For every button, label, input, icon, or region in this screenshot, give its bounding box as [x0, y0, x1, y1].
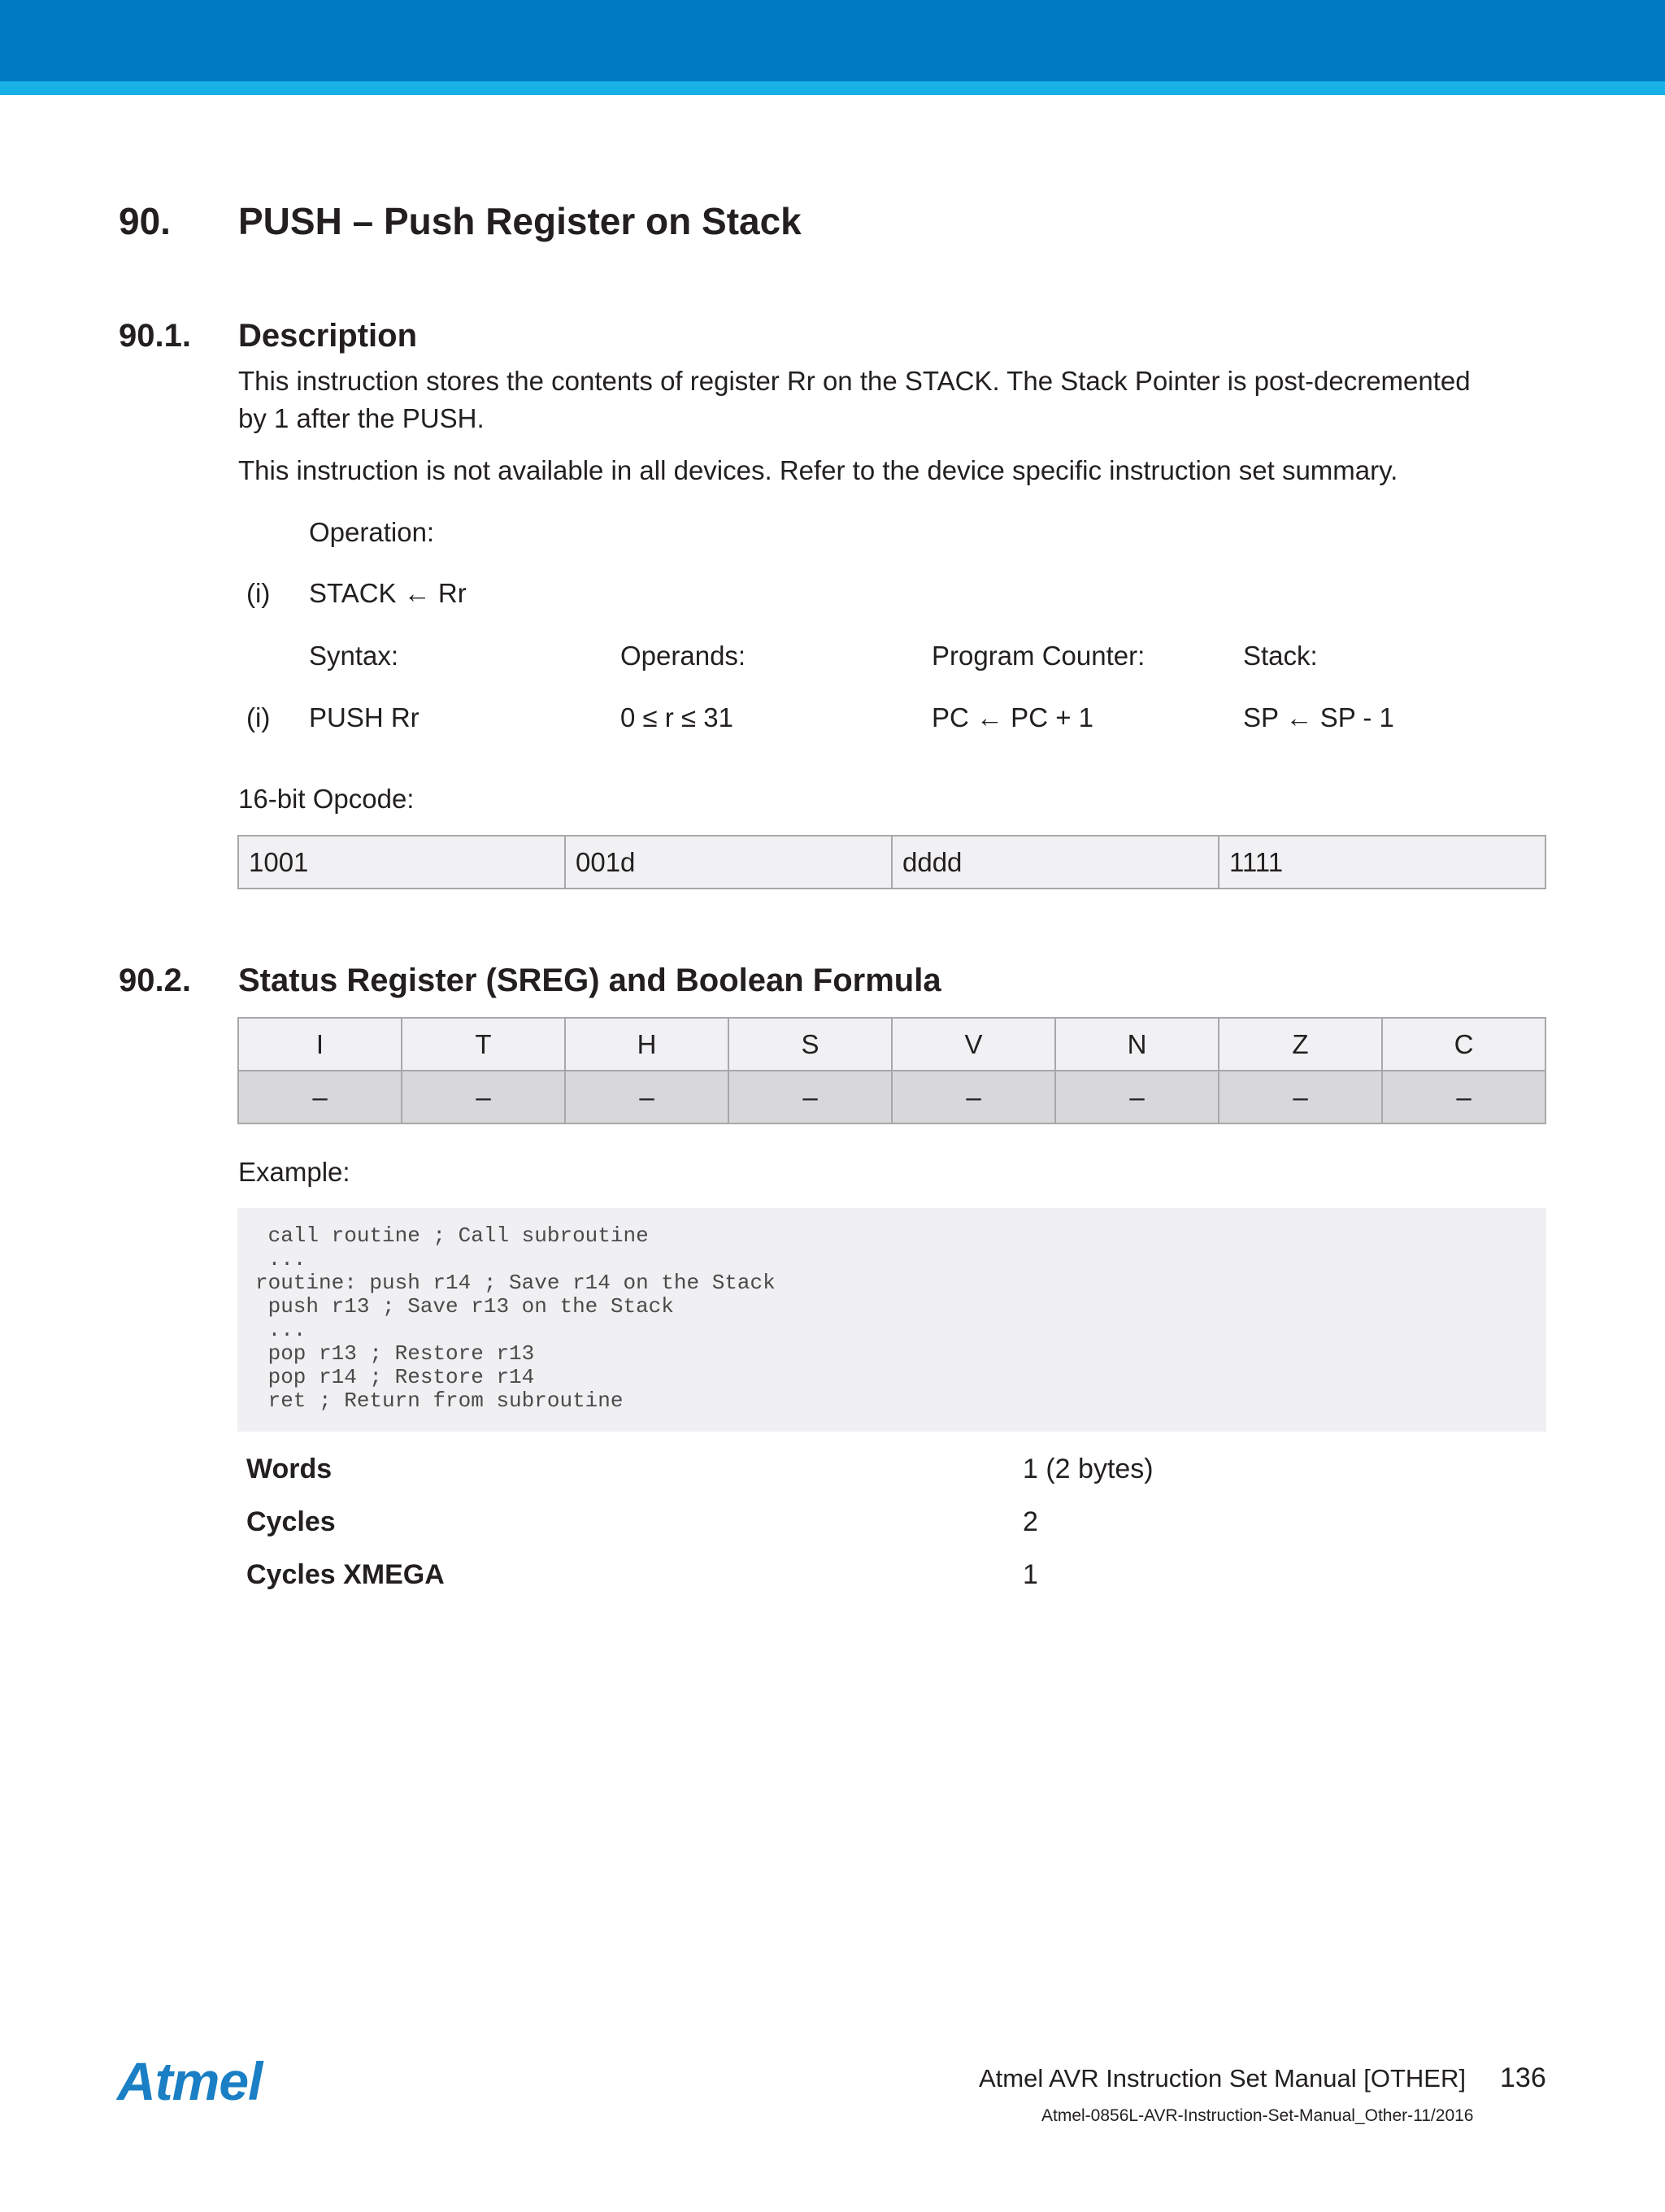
- syntax-label: Syntax:: [309, 641, 399, 671]
- atmel-logo: Atmel: [117, 2051, 263, 2111]
- sreg-flag: C: [1382, 1018, 1545, 1071]
- opcode-cell: 1001: [238, 836, 565, 889]
- sreg-value-row: [238, 1071, 1545, 1123]
- sreg-value: –: [1382, 1071, 1545, 1123]
- sreg-flag: I: [238, 1018, 402, 1071]
- words-label: Words: [246, 1454, 333, 1484]
- syntax-value: PUSH Rr: [309, 702, 420, 732]
- code-line: ...: [255, 1318, 306, 1342]
- code-line: ret ; Return from subroutine: [255, 1388, 624, 1413]
- operands-label: Operands:: [620, 641, 746, 671]
- example-label: Example:: [238, 1157, 350, 1187]
- code-line: pop r14 ; Restore r14: [255, 1365, 535, 1389]
- subsection-heading: Status Register (SREG) and Boolean Formula: [238, 963, 941, 998]
- sreg-flag: H: [565, 1018, 728, 1071]
- opcode-table: [237, 835, 1546, 889]
- operation-label: Operation:: [309, 517, 435, 547]
- sreg-flag-row: [238, 1018, 1545, 1071]
- opcode-cell: 001d: [565, 836, 892, 889]
- cycles-xmega-label: Cycles XMEGA: [246, 1559, 445, 1590]
- description-paragraph: [238, 363, 1547, 437]
- operation-formula: STACK ← Rr: [309, 578, 467, 608]
- sreg-value: –: [1055, 1071, 1219, 1123]
- opcode-row: [238, 836, 1545, 889]
- description-line-1: This instruction stores the contents of register Rr on the STACK. The Stack Pointer is post-decremented: [238, 366, 1471, 396]
- footer-manual-title: Atmel AVR Instruction Set Manual [OTHER]: [979, 2064, 1466, 2092]
- description-line-2: by 1 after the PUSH.: [238, 403, 485, 433]
- sreg-value: –: [892, 1071, 1055, 1123]
- operands-value: 0 ≤ r ≤ 31: [620, 702, 733, 732]
- section-title: PUSH – Push Register on Stack: [238, 200, 802, 242]
- sreg-table: [237, 1017, 1546, 1124]
- cycles-xmega-value: 1: [1023, 1559, 1038, 1590]
- availability-note: This instruction is not available in all devices. Refer to the device specific instruction set summary.: [238, 455, 1398, 485]
- program-counter-value: PC ← PC + 1: [932, 702, 1093, 732]
- code-line: ...: [255, 1247, 306, 1271]
- subsection-number: 90.1.: [119, 318, 191, 354]
- syntax-index: (i): [246, 702, 271, 732]
- opcode-label: 16-bit Opcode:: [238, 784, 415, 814]
- code-line: pop r13 ; Restore r13: [255, 1341, 535, 1366]
- operation-index: (i): [246, 578, 271, 608]
- footer-doc-id: Atmel-0856L-AVR-Instruction-Set-Manual_Other-11/2016: [1041, 2106, 1474, 2125]
- sreg-value: –: [1219, 1071, 1382, 1123]
- sreg-value: –: [728, 1071, 892, 1123]
- stack-label: Stack:: [1243, 641, 1318, 671]
- sreg-value: –: [565, 1071, 728, 1123]
- opcode-cell: 1111: [1219, 836, 1545, 889]
- code-example: [237, 1208, 1546, 1432]
- stack-value: SP ← SP - 1: [1243, 702, 1394, 732]
- sreg-flag: N: [1055, 1018, 1219, 1071]
- sreg-flag: T: [402, 1018, 565, 1071]
- sreg-flag: S: [728, 1018, 892, 1071]
- cycles-label: Cycles: [246, 1506, 336, 1537]
- cycles-value: 2: [1023, 1506, 1038, 1537]
- page-number: 136: [1500, 2062, 1546, 2093]
- header-accent-band: [0, 81, 1665, 95]
- code-line: call routine ; Call subroutine: [255, 1223, 649, 1248]
- program-counter-label: Program Counter:: [932, 641, 1146, 671]
- code-line: routine: push r14 ; Save r14 on the Stack: [255, 1271, 776, 1295]
- sreg-value: –: [402, 1071, 565, 1123]
- section-number: 90.: [119, 200, 171, 242]
- sreg-value: –: [238, 1071, 402, 1123]
- code-line: push r13 ; Save r13 on the Stack: [255, 1294, 674, 1319]
- header-band: [0, 0, 1665, 81]
- words-value: 1 (2 bytes): [1023, 1454, 1154, 1484]
- sreg-flag: Z: [1219, 1018, 1382, 1071]
- subsection-heading: Description: [238, 318, 418, 354]
- subsection-number: 90.2.: [119, 963, 191, 998]
- sreg-flag: V: [892, 1018, 1055, 1071]
- opcode-cell: dddd: [892, 836, 1219, 889]
